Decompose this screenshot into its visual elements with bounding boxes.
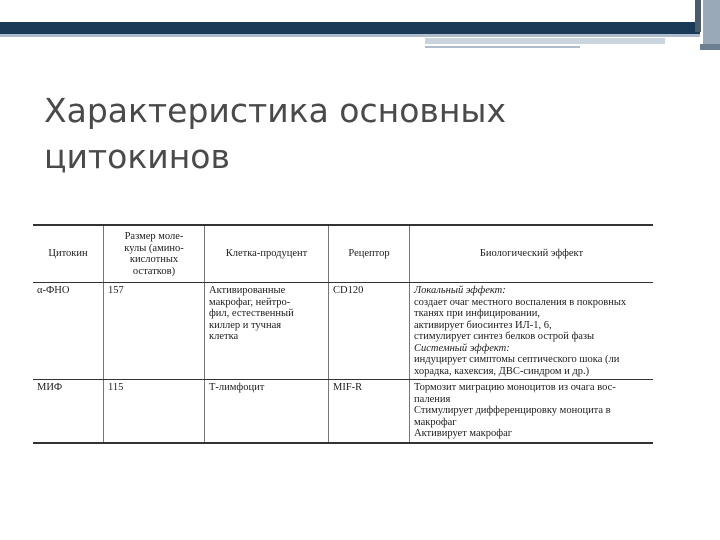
effect-line: индуцирует симптомы септического шока (ли <box>414 354 620 365</box>
effect-line: Активирует макрофаг <box>414 428 513 439</box>
effect-line: макрофаг <box>414 416 457 428</box>
cell-size: 115 <box>104 380 205 443</box>
header-cytokine: Цитокин <box>33 225 104 283</box>
effect-line: Системный эффект: <box>414 342 510 354</box>
cell-producer <box>205 283 329 380</box>
effect-line: Тормозит миграцию моноцитов из очага вос- <box>414 382 616 393</box>
effect-line: Стимулирует дифференцировку моноцита в <box>414 405 611 416</box>
cell-cytokine: МИФ <box>33 380 104 443</box>
cell-effect <box>410 380 654 443</box>
producer-line: Активированные <box>209 285 286 296</box>
table-row <box>33 380 653 443</box>
producer-line: киллер и тучная <box>209 319 282 331</box>
effect-line: стимулирует синтез белков острой фазы <box>414 331 595 342</box>
cell-cytokine: α-ФНО <box>33 283 104 380</box>
header-effect: Биологический эффект <box>410 225 654 283</box>
cell-size: 157 <box>104 283 205 380</box>
effect-line: хорадка, кахексия, ДВС-синдром и др.) <box>414 365 590 377</box>
header-size-line: остатков) <box>132 265 176 277</box>
producer-line: фил, естественный <box>209 308 294 319</box>
effect-line: тканях при инфицировании, <box>414 308 540 319</box>
header-accent-line <box>425 46 580 48</box>
header-size <box>104 225 205 283</box>
table-row <box>33 283 653 380</box>
producer-line: Т-лимфоцит <box>209 382 265 393</box>
header-size-line: Размер моле- <box>124 231 184 242</box>
producer-line: макрофаг, нейтро- <box>209 296 291 308</box>
effect-line: паления <box>414 393 451 405</box>
header-receptor: Рецептор <box>329 225 410 283</box>
cell-effect <box>410 283 654 380</box>
corner-dark-bar <box>695 0 701 32</box>
cytokine-table <box>33 224 653 444</box>
header-producer-cell: Клетка-продуцент <box>205 225 329 283</box>
header-bar-underline <box>0 34 700 37</box>
effect-line: Локальный эффект: <box>414 285 506 296</box>
header-size-line: кулы (амино- <box>124 242 184 254</box>
cell-receptor: CD120 <box>329 283 410 380</box>
cell-producer <box>205 380 329 443</box>
table-header-row <box>33 225 653 283</box>
cell-receptor: MIF-R <box>329 380 410 443</box>
slide-title: Характеристика основных цитокинов <box>44 91 507 176</box>
effect-line: создает очаг местного воспаления в покровных <box>414 296 627 308</box>
corner-bar-bottom <box>700 44 720 50</box>
header-accent-bar <box>425 38 665 44</box>
effect-line: активирует биосинтез ИЛ-1, 6, <box>414 319 552 331</box>
header-size-line: кислотных <box>129 254 179 265</box>
header-bar <box>0 22 700 34</box>
corner-bar <box>703 0 720 44</box>
producer-line: клетка <box>209 331 239 342</box>
